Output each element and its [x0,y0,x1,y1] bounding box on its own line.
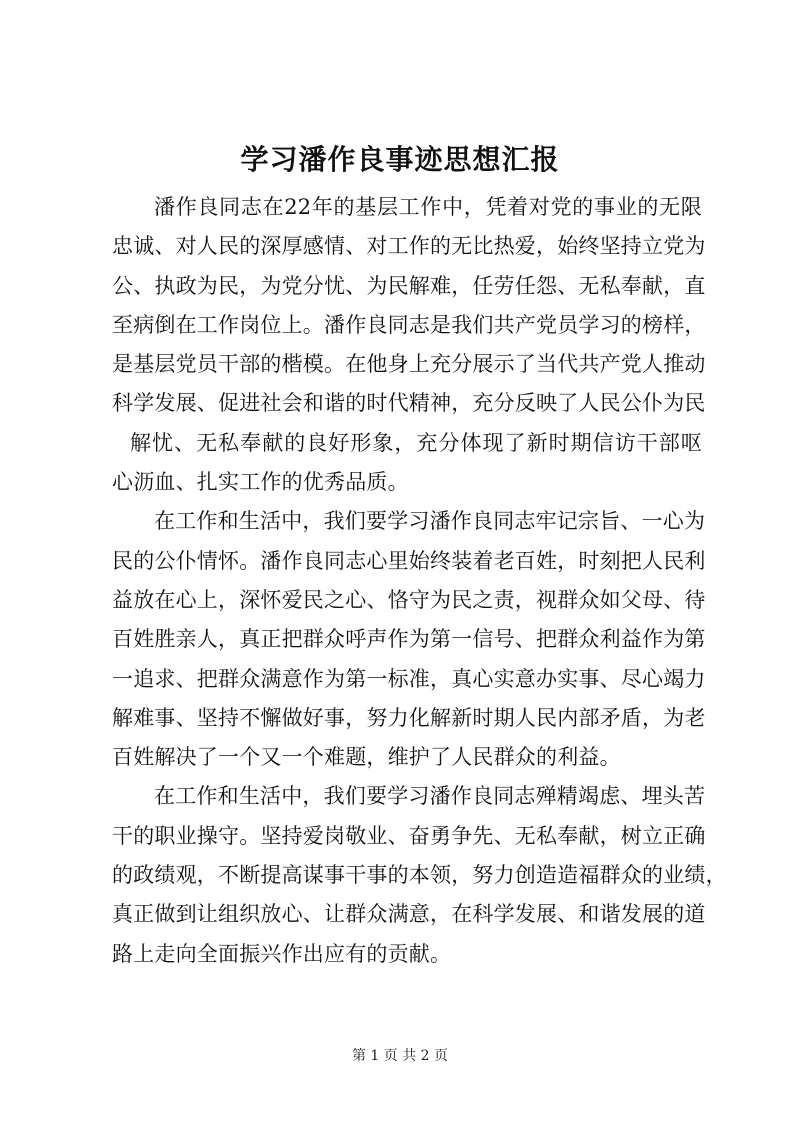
paragraph-2-line-3: 益放在心上，深怀爱民之心、恪守为民之责，视群众如父母、待 [112,587,706,612]
paragraph-3-line-4: 真正做到让组织放心、让群众满意，在科学发展、和谐发展的道 [112,902,706,927]
page-footer: 第 1 页 共 2 页 [351,1048,449,1064]
paragraph-1-line-1: 潘作良同志在22年的基层工作中，凭着对党的事业的无限 [154,195,702,219]
paragraph-1-line-3: 公、执政为民，为党分忧、为民解难，任劳任怨、无私奉献，直 [112,273,706,298]
document-body [112,188,727,974]
paragraph-3-line-5: 路上走向全面振兴作出应有的贡献。 [112,941,452,966]
paragraph-1-line-4: 至病倒在工作岗位上。潘作良同志是我们共产党员学习的榜样， [112,312,706,337]
document-title: 学习潘作良事迹思想汇报 [240,143,560,176]
paragraph-2-line-7: 百姓解决了一个又一个难题，维护了人民群众的利益。 [112,745,621,770]
paragraph-2-line-2: 民的公仆情怀。潘作良同志心里始终装着老百姓，时刻把人民利 [112,548,706,573]
paragraph-1-line-6: 科学发展、促进社会和谐的时代精神，充分反映了人民公仆为民 [112,391,706,416]
paragraph-1-line-8: 心沥血、扎实工作的优秀品质。 [112,470,409,495]
paragraph-3-line-1: 在工作和生活中，我们要学习潘作良同志殚精竭虑、埋头苦 [154,784,706,809]
paragraph-3-line-3: 的政绩观，不断提高谋事干事的本领，努力创造造福群众的业绩， [112,863,727,888]
paragraph-1-line-5: 是基层党员干部的楷模。在他身上充分展示了当代共产党人推动 [112,352,706,377]
paragraph-2-line-1: 在工作和生活中，我们要学习潘作良同志牢记宗旨、一心为 [154,509,706,534]
paragraph-2-line-5: 一追求、把群众满意作为第一标准，真心实意办实事、尽心竭力 [112,666,706,691]
paragraph-2-line-6: 解难事、坚持不懈做好事，努力化解新时期人民内部矛盾，为老 [112,705,706,730]
paragraph-1-line-7: 解忧、无私奉献的良好形象，充分体现了新时期信访干部呕 [130,430,702,455]
paragraph-2-line-4: 百姓胜亲人，真正把群众呼声作为第一信号、把群众利益作为第 [112,627,706,652]
paragraph-3-line-2: 干的职业操守。坚持爱岗敬业、奋勇争先、无私奉献，树立正确 [112,823,706,848]
paragraph-1-line-2: 忠诚、对人民的深厚感情、对工作的无比热爱，始终坚持立党为 [112,234,706,259]
